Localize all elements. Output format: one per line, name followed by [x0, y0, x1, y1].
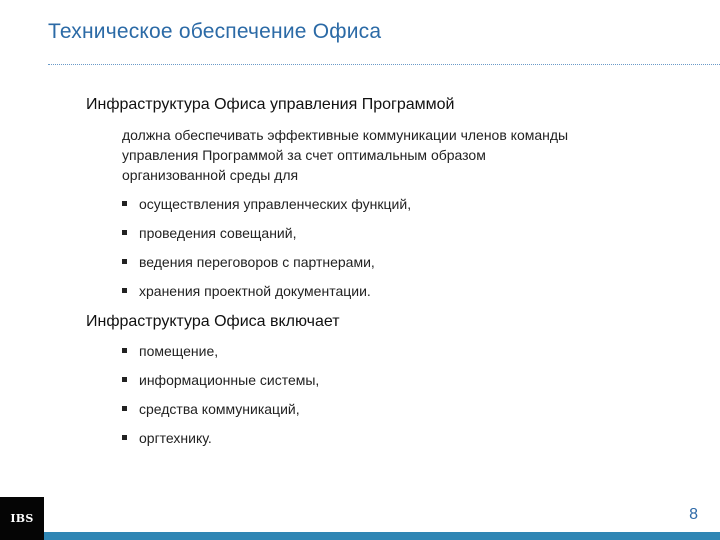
- list-item-text: информационные системы,: [139, 372, 320, 388]
- section-1-bullet-list: [122, 194, 411, 310]
- bullet-square-icon: [122, 259, 127, 264]
- section-heading-2: Инфраструктура Офиса включает: [86, 313, 340, 330]
- list-item-text: осуществления управленческих функций,: [139, 196, 412, 212]
- section-heading-1: Инфраструктура Офиса управления Программой: [86, 96, 455, 113]
- footer-bar: [44, 532, 720, 540]
- paragraph-line: должна обеспечивать эффективные коммуникации членов команды: [122, 127, 569, 143]
- list-item: [122, 370, 319, 399]
- list-item: [122, 223, 411, 252]
- list-item: [122, 428, 319, 457]
- list-item: [122, 399, 319, 428]
- bullet-square-icon: [122, 348, 127, 353]
- list-item-text: проведения совещаний,: [139, 225, 297, 241]
- bullet-square-icon: [122, 201, 127, 206]
- list-item-text: хранения проектной документации.: [139, 283, 371, 299]
- bullet-square-icon: [122, 377, 127, 382]
- list-item: [122, 341, 319, 370]
- list-item-text: оргтехнику.: [139, 430, 212, 446]
- list-item: [122, 281, 411, 310]
- bullet-square-icon: [122, 288, 127, 293]
- section-2-bullet-list: [122, 341, 319, 457]
- list-item: [122, 194, 411, 223]
- bullet-square-icon: [122, 435, 127, 440]
- logo-text: IBS: [10, 512, 34, 525]
- paragraph-line: управления Программой за счет оптимальным образом: [122, 147, 486, 163]
- ibs-logo: [0, 497, 44, 540]
- list-item-text: помещение,: [139, 343, 219, 359]
- page-number: 8: [689, 506, 698, 523]
- list-item-text: средства коммуникаций,: [139, 401, 300, 417]
- paragraph-line: организованной среды для: [122, 167, 299, 183]
- section-1-paragraph: [122, 125, 692, 185]
- list-item-text: ведения переговоров с партнерами,: [139, 254, 375, 270]
- bullet-square-icon: [122, 406, 127, 411]
- title-divider: [48, 64, 720, 65]
- bullet-square-icon: [122, 230, 127, 235]
- list-item: [122, 252, 411, 281]
- slide-title: Техническое обеспечение Офиса: [48, 20, 382, 43]
